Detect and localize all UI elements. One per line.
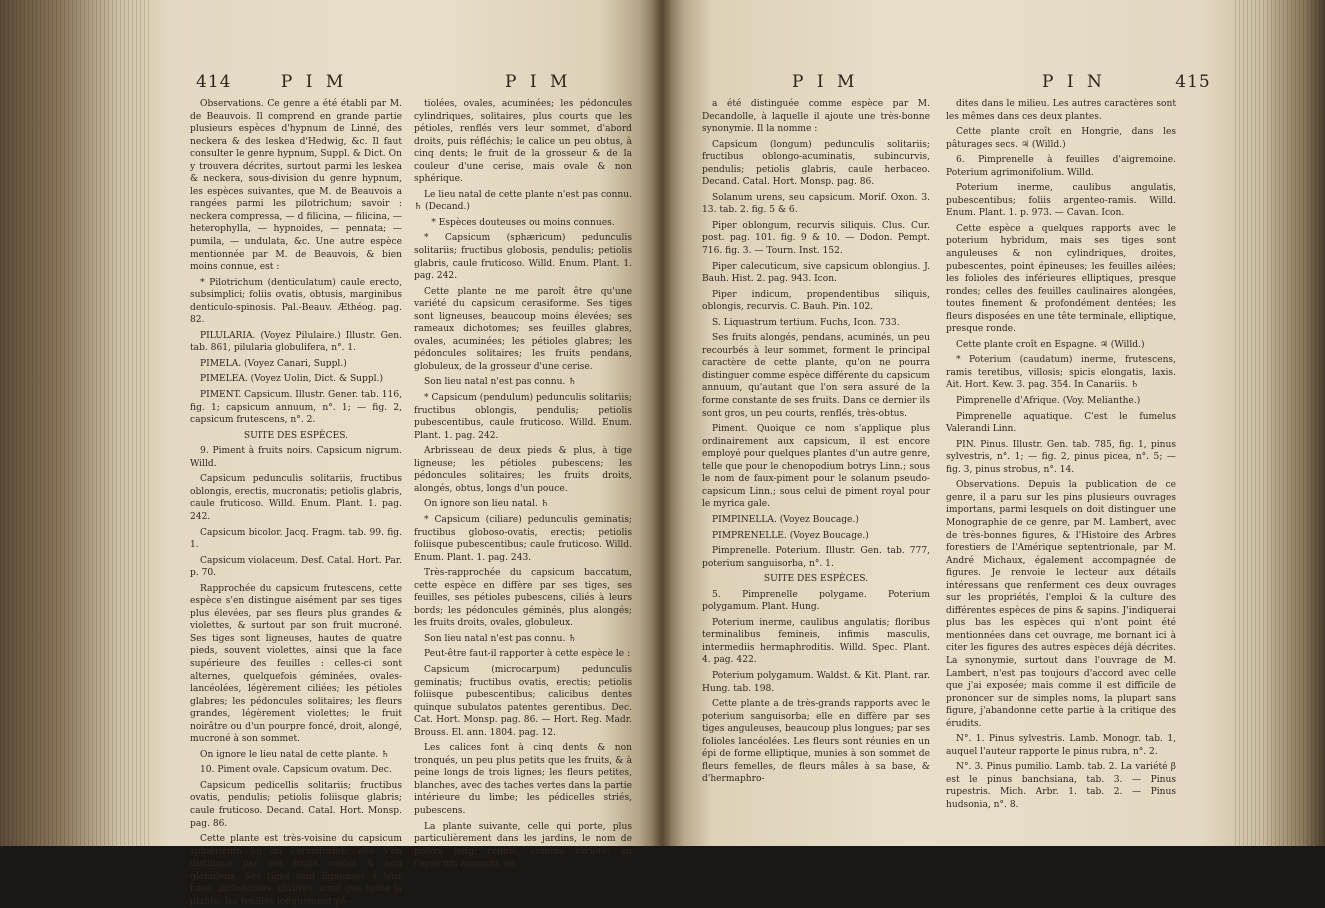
- paragraph: Son lieu natal n'est pas connu. ♄: [424, 633, 577, 644]
- paragraph: * Capsicum (ciliare) pedunculis geminatis; fructibus globoso-ovatis, erectis; petiolis foliisque pubescentibus; caule fruticoso. Willd. Enum. Plant. 1. pag. 243.: [414, 514, 632, 563]
- right-header-right-title: P I N: [1042, 72, 1106, 92]
- paragraph: * Capsicum (sphæricum) pedunculis solitariis; fructibus globosis, pendulis; petiolis glabris, caule fruticoso. Willd. Enum. Plant. 1. pag. 242.: [414, 233, 632, 282]
- paragraph: Peut-être faut-il rapporter à cette espèce le :: [424, 649, 631, 660]
- paragraph: Cette espèce a quelques rapports avec le poterium hybridum, mais ses tiges sont anguleuses & non cylindriques, droites, pubescentes, point épineuses; les feuilles ailées; les folioles des inférieures elliptiques, presque rondes; celles des feuilles caulinaires alongées, toutes finement & profondément dentées; les fleurs disposées en une tête terminale, elliptique, presque ronde.: [946, 223, 1176, 335]
- paragraph: On ignore son lieu natal. ♄: [424, 499, 549, 510]
- paragraph: SUITE DES ESPÈCES.: [243, 430, 349, 441]
- paragraph: Les calices font à cinq dents & non tronqués, un peu plus petits que les fruits, & à peine longs de trois lignes; les fleurs petites, blanches, avec des taches vertes dans la partie intérieure du limbe; les pédicelles striés, pubescens.: [414, 743, 632, 816]
- paragraph: Ses fruits alongés, pendans, acuminés, un peu recourbés à leur sommet, forment le principal caractère de cette plante, qu'on ne pourra distinguer comme espèce différente du capsicum annuum, qu'autant que l'on sera assuré de la forme constante de ses fruits. Dans ce dernier ils sont gros, un peu courts, renflés, très-obtus.: [702, 333, 930, 419]
- right-page-edge: [1235, 0, 1325, 846]
- paragraph: Capsicum violaceum. Desf. Catal. Hort. Par. p. 70.: [190, 555, 402, 579]
- paragraph: Poterium polygamum. Waldst. & Kit. Plant. rar. Hung. tab. 198.: [702, 670, 930, 694]
- left-page: [0, 0, 662, 907]
- paragraph: Pimprenelle d'Afrique. (Voy. Melianthe.): [956, 396, 1141, 407]
- paragraph: La plante suivante, celle qui porte, plus particulièrement dans les jardins, le nom de poivre long, réunie, comme variété, au capsicum annuum, en: [414, 821, 632, 870]
- paragraph: * Pilotrichum (denticulatum) caule erecto, subsimplici; foliis ovatis, obtusis, marginibus denticulo-spinosis. Pal.-Beauv. Æthéog. pag. 82.: [190, 277, 402, 326]
- paragraph: N°. 3. Pinus pumilio. Lamb. tab. 2. La variété β est le pinus banchsiana, tab. 3. — Pinus rupestris. Mich. Arbr. 1. tab. 2. — Pinus hudsonia, n°. 8.: [946, 762, 1176, 810]
- paragraph: Cette plante ne me paroît être qu'une variété du capsicum cerasiforme. Ses tiges sont ligneuses, beaucoup moins élevées; ses rameaux dichotomes; ses feuilles glabres, ovales, acuminées; les pétioles glabres; les pédoncules solitaires; les fruits pendans, globuleux, de la grosseur d'une cerise.: [414, 286, 632, 372]
- paragraph: SUITE DES ESPÈCES.: [763, 574, 869, 585]
- paragraph: Le lieu natal de cette plante n'est pas connu. ♄ (Decand.): [414, 189, 632, 213]
- paragraph: a été distinguée comme espèce par M. Decandolle, à laquelle il ajoute une très-bonne synonymie. Il la nomme :: [702, 99, 930, 135]
- paragraph: On ignore le lieu natal de cette plante. ♄: [200, 749, 390, 760]
- paragraph: Piper indicum, propendentibus siliquis, oblongis, recurvis. C. Bauh. Pin. 102.: [702, 289, 930, 313]
- paragraph: PILULARIA. (Voyez Pilulaire.) Illustr. Gen. tab. 861, pilularia globulifera, n°. 1.: [190, 330, 402, 354]
- paragraph: Poterium inerme, caulibus angulatis; floribus terminalibus femineis, infimis masculis, intermediis hermaphroditis. Willd. Spec. Plant. 4. pag. 422.: [702, 617, 930, 666]
- left-header-left-title: P I M: [280, 72, 348, 92]
- paragraph: Pimprenelle. Poterium. Illustr. Gen. tab. 777, poterium sanguisorba, n°. 1.: [702, 546, 930, 569]
- paragraph: Très-rapprochée du capsicum baccatum, cette espèce en diffère par ses tiges, ses feuilles, ses pétioles pubescens, ciliés à leurs bords; les pédoncules géminés, plus alongés; les fruits droits, ovales, globuleux.: [414, 568, 632, 629]
- paragraph: Poterium inerme, caulibus angulatis, pubescentibus; foliis argenteo-ramis. Willd. Enum. Plant. 1. p. 973. — Cavan. Icon.: [946, 183, 1176, 219]
- left-header-right-title: P I M: [505, 72, 572, 92]
- paragraph: Observations. Ce genre a été établi par M. de Beauvois. Il comprend en grande partie plusieurs espèces d'hypnum de Linné, des neckera & des leskea d'Hedwig, &c. Il faut consulter le genre hypnum, Suppl. & Dict. On y trouvera décrites, surtout parmi les leskea & neckera, sous-division du genre hypnum, les espèces suivantes, que M. de Beauvois a rangées parmi les pilotrichum; savoir : neckera compressa, — d filicina, — filicina, — heterophylla, — hypnoides, — pennata; — pumila, — undulata, &c. Une autre espèce mentionnée par M. de Beauvois, & bien moins connue, est :: [190, 99, 402, 273]
- paragraph: N°. 1. Pinus sylvestris. Lamb. Monogr. tab. 1, auquel l'auteur rapporte le pinus rubra, n°. 2.: [946, 734, 1176, 757]
- paragraph: tiolées, ovales, acuminées; les pédoncules cylindriques, solitaires, plus courts que les pétioles, renflés vers leur sommet, d'abord droits, puis réfléchis; le calice un peu obtus, à cinq dents; le fruit de la grosseur & de la couleur d'une cerise, mais ovale & non sphérique.: [414, 99, 632, 185]
- paragraph: Solanum urens, seu capsicum. Morif. Oxon. 3. 13. tab. 2. fig. 5 & 6.: [702, 192, 930, 216]
- paragraph: 10. Piment ovale. Capsicum ovatum. Dec.: [200, 765, 392, 776]
- paragraph: * Capsicum (pendulum) pedunculis solitariis; fructibus oblongis, pendulis; petiolis pubescentibus, caule fruticoso. Willd. Enum. Plant. 1. pag. 242.: [414, 393, 632, 441]
- paragraph: Capsicum bicolor. Jacq. Fragm. tab. 99. fig. 1.: [190, 527, 402, 551]
- right-column-2: [946, 98, 1176, 838]
- paragraph: Piment. Quoique ce nom s'applique plus ordinairement aux capsicum, il est encore employé pour quelques plantes d'un autre genre, telle que pour le chenopodium botrys Linn.; sous le nom de faux-piment pour le solanum pseudo-capsicum Linn.; sous celui de piment royal pour le myrica gale.: [702, 424, 930, 510]
- paragraph: dites dans le milieu. Les autres caractères sont les mêmes dans ces deux plantes.: [946, 99, 1176, 122]
- paragraph: S. Liquastrum tertium. Fuchs, Icon. 733.: [712, 317, 900, 328]
- paragraph: Capsicum pedicellis solitariis; fructibus ovatis, pendulis; petiolis foliisque glabris; caule fruticoso. Decand. Catal. Hort. Monsp. pag. 86.: [190, 780, 402, 829]
- book-gutter: [640, 0, 684, 846]
- paragraph: Cette plante est très-voisine du capsicum sphæricum ou du cerasiforme; elle s'en distingue par ses fruits ovales & non globuleux. Ses tiges sont ligneuses à leur base, dichotomes, glabres, ainsi que toute la plante; les feuilles longuement pé-: [190, 834, 402, 907]
- paragraph: Son lieu natal n'est pas connu. ♄: [424, 377, 577, 388]
- right-header-left-title: P I M: [792, 72, 859, 92]
- paragraph: Cette plante a de très-grands rapports avec le poterium sanguisorba; elle en diffère par ses tiges anguleuses, beaucoup plus longues; par ses folioles lancéolées. Les fleurs sont réunies en un épi de forme elliptique, munies à son sommet de fleurs femelles, de fleurs mâles à sa base, & d'hermaphro-: [702, 699, 930, 785]
- paragraph: 9. Piment à fruits noirs. Capsicum nigrum. Willd.: [190, 446, 402, 469]
- left-column-2: [414, 98, 632, 870]
- paragraph: Pimprenelle aquatique. C'est le fumelus Valerandi Linn.: [946, 411, 1176, 435]
- paragraph: Capsicum (microcarpum) pedunculis geminatis; fructibus ovatis, erectis; petiolis foliisque pubescentibus; calicibus dentes quinque subulatos patentes gerentibus. Dec. Cat. Hort. Monsp. pag. 86. — Hort. Reg. Madr. Brouss. El. ann. 1804. pag. 12.: [414, 664, 632, 738]
- left-page-number: 414: [196, 72, 232, 92]
- paragraph: Piper calecuticum, sive capsicum oblongius. J. Bauh. Hist. 2. pag. 943. Icon.: [702, 261, 930, 285]
- paragraph: 6. Pimprenelle à feuilles d'aigremoine. Poterium agrimonifolium. Willd.: [946, 155, 1176, 178]
- paragraph: PIMELEA. (Voyez Uolin, Dict. & Suppl.): [200, 374, 384, 385]
- right-column-1: [702, 98, 930, 838]
- paragraph: Piper oblongum, recurvis siliquis. Clus. Cur. post. pag. 101. fig. 9 & 10. — Dodon. Pempt. 716. fig. 3. — Tourn. Inst. 152.: [702, 220, 930, 257]
- paragraph: PIMPRENELLE. (Voyez Boucage.): [712, 530, 869, 541]
- paragraph: Capsicum (longum) pedunculis solitariis; fructibus oblongo-acuminatis, subincurvis, pendulis; petiolis glabris, caule herbaceo. Decand. Catal. Hort. Monsp. pag. 86.: [702, 139, 930, 188]
- paragraph: Capsicum pedunculis solitariis, fructibus oblongis, erectis, mucronatis; petiolis glabris, caule fruticoso. Willd. Enum. Plant. 1. pag. 242.: [190, 474, 402, 522]
- paragraph: Observations. Depuis la publication de ce genre, il a paru sur les pins plusieurs ouvrages importans, parmi lesquels on doit distinguer une Monographie de ce genre, par M. Lambert, avec de très-bonnes figures, & l'Histoire des Arbres forestiers de l'Amérique septentrionale, par M. André Michaux, également accompagnée de figures. Je renvoie le lecteur aux détails intéressans que renferment ces deux ouvrages sur les propriétés, l'emploi & la culture des différentes espèces de pins & sapins. J'indiquerai plus bas les espèces qui n'ont point été mentionnées dans cet ouvrage, me bornant ici à citer les figures des autres espèces déjà décrites. La synonymie, surtout dans l'ouvrage de M. Lambert, n'est pas toujours d'accord avec celle que j'ai exposée; mais comme il est difficile de prononcer sur de simples noms, la plupart sans figure, j'abandonne cette partie à la critique des érudits.: [946, 480, 1176, 729]
- paragraph: * Poterium (caudatum) inerme, frutescens, ramis teretibus, villosis; spicis elongatis, laxis. Ait. Hort. Kew. 3. pag. 354. In Canariis. ♄: [946, 355, 1176, 391]
- paragraph: PIMENT. Capsicum. Illustr. Gener. tab. 116, fig. 1; capsicum annuum, n°. 1; — fig. 2, capsicum frutescens, n°. 2.: [190, 390, 402, 426]
- right-page-header-right: [1042, 72, 1211, 92]
- paragraph: 5. Pimprenelle polygame. Poterium polygamum. Plant. Hung.: [702, 589, 930, 613]
- paragraph: Cette plante croît en Espagne. ♃ (Willd.): [956, 339, 1145, 350]
- left-page-edge: [0, 0, 150, 846]
- paragraph: PIMELA. (Voyez Canari, Suppl.): [200, 358, 347, 369]
- paragraph: PIN. Pinus. Illustr. Gen. tab. 785, fig. 1, pinus sylvestris, n°. 1; — fig. 2, pinus picea, n°. 5; — fig. 3, pinus strobus, n°. 14.: [946, 439, 1176, 475]
- paragraph: PIMPINELLA. (Voyez Boucage.): [712, 514, 859, 525]
- paragraph: Arbrisseau de deux pieds & plus, à tige ligneuse; les pétioles pubescens; les pédoncules solitaires; les fruits droits, alongés, obtus, longs d'un pouce.: [414, 446, 632, 494]
- paragraph: * Espèces douteuses ou moins connues.: [431, 217, 615, 228]
- left-column-1: [190, 98, 402, 907]
- left-page-header-left: [196, 72, 347, 92]
- right-page: [662, 0, 1325, 846]
- paragraph: Rapprochée du capsicum frutescens, cette espèce s'en distingue aisément par ses tiges plus élevées, par ses fleurs plus grandes & violettes, & surtout par son fruit mucroné. Ses tiges sont ligneuses, hautes de quatre pieds, souvent violettes, ainsi que la face supérieure des feuilles : celles-ci sont alternes, quelquefois géminées, ovales-lancéolées, légèrement ciliées; les pétioles glabres; les pédoncules solitaires; les fleurs grandes, légèrement violettes; le fruit noirâtre ou d'un pourpre foncé, droit, alongé, mucroné à son sommet.: [190, 583, 402, 745]
- right-page-number: 415: [1175, 72, 1211, 92]
- paragraph: Cette plante croît en Hongrie, dans les pâturages secs. ♃ (Willd.): [946, 127, 1176, 150]
